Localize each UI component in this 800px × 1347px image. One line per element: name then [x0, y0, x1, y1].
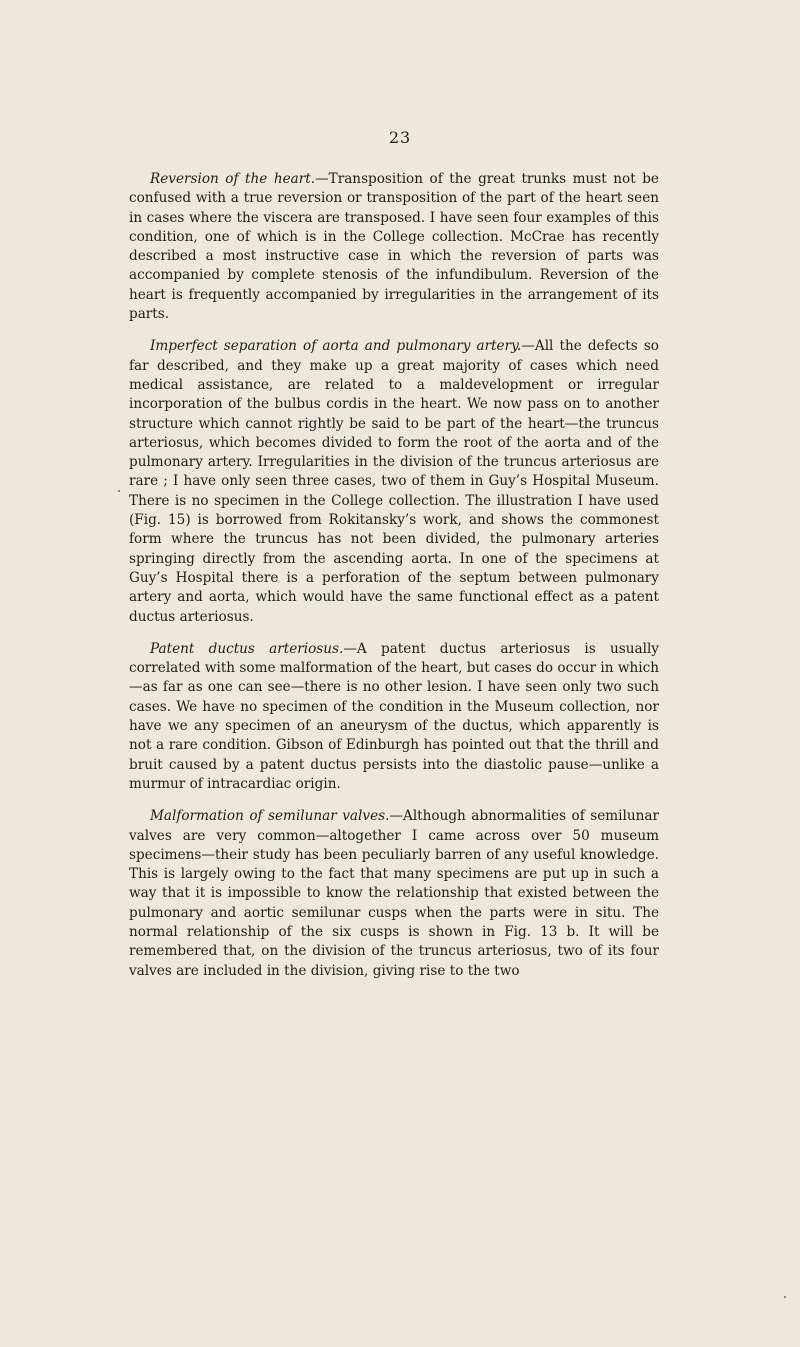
- paragraph-heading: Reversion of the heart.: [150, 171, 316, 187]
- body-text: [129, 170, 659, 994]
- page-number: 23: [388, 128, 412, 147]
- paragraph-heading: Patent ductus arteriosus.: [150, 640, 344, 657]
- paragraph-reversion-of-heart: [129, 170, 659, 324]
- paragraph-text: —All the defects so far described, and they make up a great majority of cases which need medical assistance, are related to a maldevelopment or irregular incorporation of the bulbus cordis in the heart. We now pass on to another structure which cannot rightly be said to be part of the heart—the truncus arteriosus, which becomes divided to form the root of the aorta and of the pulmonary artery. Irregularities in the division of the truncus arteriosus are rare ; I have only seen three cases, two of them in Guy’s Hospital Museum. There is no specimen in the College collection. The illustration I have used (Fig. 15) is borrowed from Rokitansky’s work, and shows the commonest form where the truncus has not been divided, the pulmonary arteries springing directly from the ascending aorta. In one of the specimens at Guy’s Hospital there is a perforation of the septum between pulmonary artery and aorta, which would have the same functional effect as a patent ductus arteriosus.: [129, 338, 659, 625]
- paragraph-patent-ductus: [129, 640, 659, 794]
- paragraph-semilunar-valves: [129, 807, 659, 981]
- paragraph-text: —Although abnormalities of semilunar valves are very common—altogether I came across over 50 museum specimens—their study has been peculiarly barren of any useful knowledge. This is largely owing to the fact that many specimens are put up in such a way that it is impossible to know the relationship that existed between the pulmonary and aortic semilunar cusps when the parts were in situ. The normal relationship of the six cusps is shown in Fig. 13 b. It will be remembered that, on the division of the truncus arteriosus, two of its four valves are included in the division, giving rise to the two: [129, 808, 659, 979]
- paragraph-imperfect-separation: [129, 337, 659, 626]
- margin-speck: [784, 1296, 786, 1298]
- paragraph-heading: Malformation of semilunar valves.: [150, 808, 390, 825]
- margin-speck: [118, 490, 120, 492]
- paragraph-heading: Imperfect separation of aorta and pulmonary artery.: [150, 338, 522, 355]
- paragraph-text: —A patent ductus arteriosus is usually correlated with some malformation of the heart, but cases do occur in which—as far as one can see—there is no other lesion. I have seen only two such cases. We have no specimen of the condition in the Museum collection, nor have we any specimen of an aneurysm of the ductus, which apparently is not a rare condition. Gibson of Edinburgh has pointed out that the thrill and bruit caused by a patent ductus persists into the diastolic pause—unlike a murmur of intracardiac origin.: [129, 640, 659, 792]
- paragraph-text: —Transposition of the great trunks must not be confused with a true reversion or transposition of the part of the heart seen in cases where the viscera are transposed. I have seen four examples of this condition, one of which is in the College collection. McCrae has recently described a most instructive case in which the reversion of parts was accompanied by complete stenosis of the infundibulum. Reversion of the heart is frequently accompanied by irregularities in the arrangement of its parts.: [129, 171, 659, 323]
